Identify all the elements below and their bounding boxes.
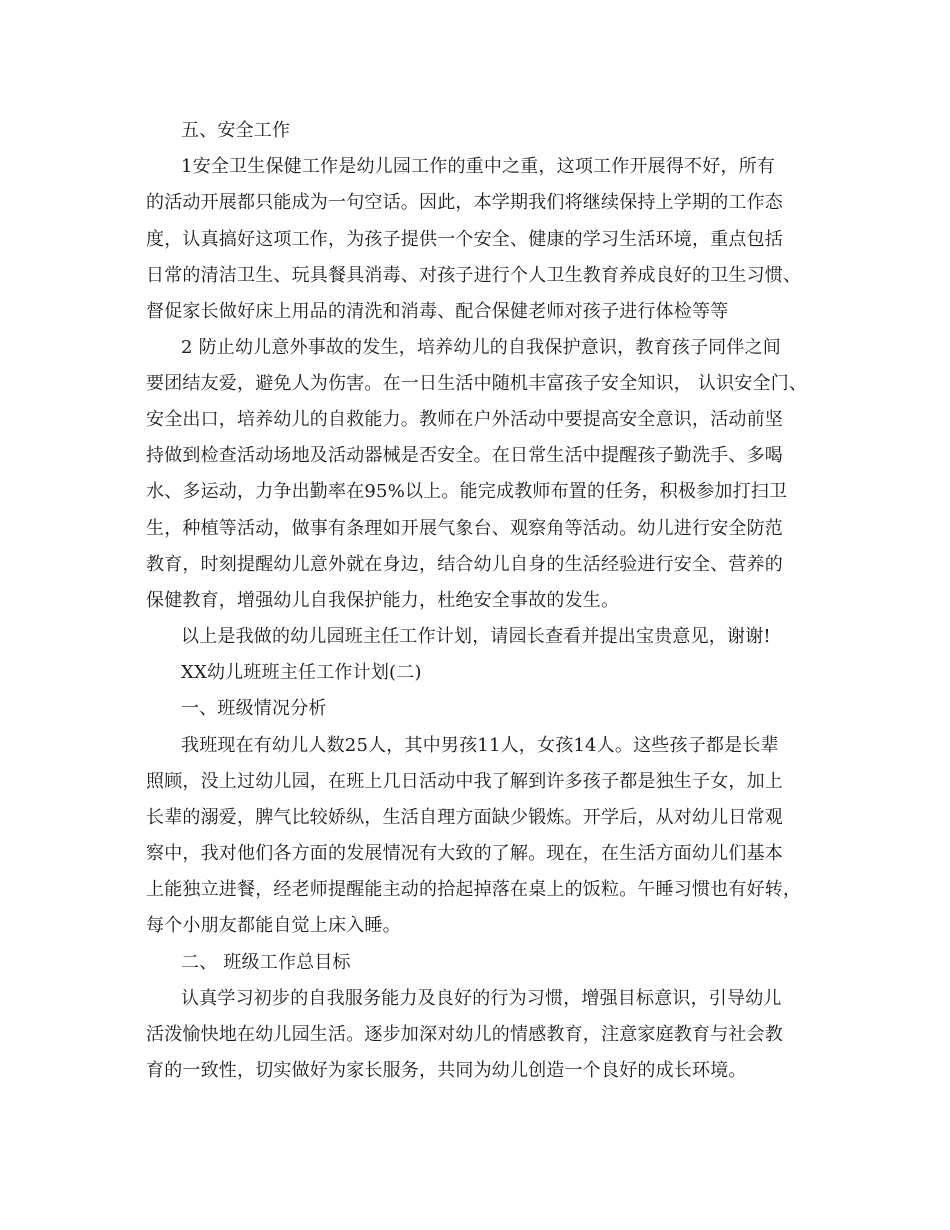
paragraph-line: 安全出口，培养幼儿的自救能力。教师在户外活动中要提高安全意识，活动前坚 bbox=[146, 409, 783, 430]
paragraph-line: 日常的清洁卫生、玩具餐具消毒、对孩子进行个人卫生教育养成良好的卫生习惯、 bbox=[146, 265, 802, 286]
paragraph-line: 察中，我对他们各方面的发展情况有大致的了解。现在，在生活方面幼儿们基本 bbox=[146, 843, 783, 864]
paragraph-line: 每个小朋友都能自觉上床入睡。 bbox=[146, 915, 401, 936]
paragraph-line: 1安全卫生保健工作是幼儿园工作的重中之重，这项工作开展得不好，所有 bbox=[181, 156, 776, 177]
paragraph-line: 我班现在有幼儿人数25人，其中男孩11人，女孩14人。这些孩子都是长辈 bbox=[181, 735, 779, 756]
section-heading-safety: 五、安全工作 bbox=[181, 120, 291, 141]
section-heading-class-analysis: 一、班级情况分析 bbox=[181, 698, 327, 719]
paragraph-line: 上能独立进餐，经老师提醒能主动的拾起掉落在桌上的饭粒。午睡习惯也有好转， bbox=[146, 879, 802, 900]
paragraph-line: 活泼愉快地在幼儿园生活。逐步加深对幼儿的情感教育，注意家庭教育与社会教 bbox=[146, 1024, 783, 1045]
paragraph-line: 育的一致性，切实做好为家长服务，共同为幼儿创造一个良好的成长环境。 bbox=[146, 1060, 747, 1081]
paragraph-line: 照顾，没上过幼儿园，在班上几日活动中我了解到许多孩子都是独生子女，加上 bbox=[146, 771, 783, 792]
paragraph-line: 保健教育，增强幼儿自我保护能力，杜绝安全事故的发生。 bbox=[146, 590, 620, 611]
paragraph-line: 持做到检查活动场地及活动器械是否安全。在日常生活中提醒孩子勤洗手、多喝 bbox=[146, 445, 783, 466]
paragraph-line: 教育，时刻提醒幼儿意外就在身边，结合幼儿自身的生活经验进行安全、营养的 bbox=[146, 554, 783, 575]
paragraph-line: 2 防止幼儿意外事故的发生，培养幼儿的自我保护意识，教育孩子同伴之间 bbox=[181, 337, 781, 358]
paragraph-line: 生，种植等活动，做事有条理如开展气象台、观察角等活动。幼儿进行安全防范 bbox=[146, 518, 783, 539]
paragraph-line: 认真学习初步的自我服务能力及良好的行为习惯，增强目标意识，引导幼儿 bbox=[181, 988, 782, 1009]
section-heading-class-goals: 二、 班级工作总目标 bbox=[181, 952, 351, 973]
document-subtitle: XX幼儿班班主任工作计划(二) bbox=[181, 662, 422, 683]
paragraph-line: 的活动开展都只能成为一句空话。因此，本学期我们将继续保持上学期的工作态 bbox=[146, 192, 783, 213]
paragraph-line: 长辈的溺爱，脾气比较娇纵，生活自理方面缺少锻炼。开学后，从对幼儿日常观 bbox=[146, 807, 783, 828]
paragraph-line: 督促家长做好床上用品的清洗和消毒、配合保健老师对孩子进行体检等等 bbox=[146, 301, 729, 322]
closing-line: 以上是我做的幼儿园班主任工作计划，请园长查看并提出宝贵意见，谢谢! bbox=[181, 626, 771, 647]
paragraph-line: 水、多运动，力争出勤率在95%以上。能完成教师布置的任务，积极参加打扫卫 bbox=[146, 481, 788, 502]
paragraph-line: 要团结友爱，避免人为伤害。在一日生活中随机丰富孩子安全知识， 认识安全门、 bbox=[146, 373, 808, 394]
paragraph-line: 度，认真搞好这项工作，为孩子提供一个安全、健康的学习生活环境，重点包括 bbox=[146, 229, 783, 250]
